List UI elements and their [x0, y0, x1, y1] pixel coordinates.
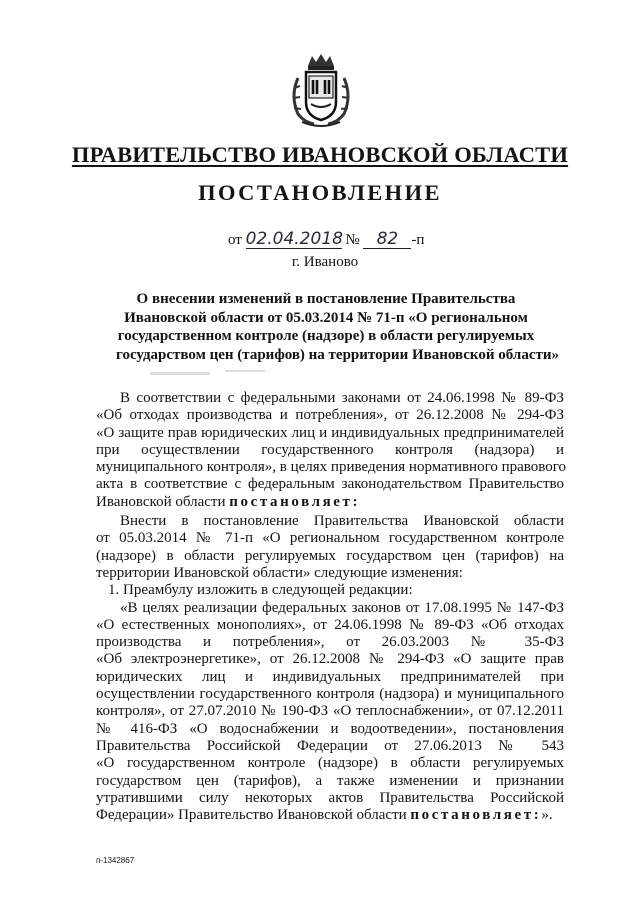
document-subject [116, 290, 559, 364]
body-line: Внести в постановление Правительства Ивановской области [120, 513, 564, 530]
quote-line: «О государственном контроле (надзоре) в области регулируемых [96, 755, 564, 772]
body-line: акта в соответствие с федеральным законодательством Правительство [96, 476, 564, 493]
coat-of-arms-emblem [288, 52, 354, 128]
quote-line-text: Федерации» Правительство Ивановской области [96, 807, 411, 824]
scan-artifact [225, 370, 265, 372]
quote-line: «О естественных монополиях», от 24.06.1998 № 89-ФЗ «Об отходах [96, 616, 564, 633]
body-line: от 05.03.2014 № 71-п «О региональном государственном контроле [96, 530, 564, 547]
number-prefix: № [345, 232, 360, 248]
body-line: В соответствии с федеральными законами от 24.06.1998 № 89-ФЗ [120, 390, 564, 406]
quote-line: контроля», от 27.07.2010 № 190-ФЗ «О теплоснабжении», от 07.12.2011 [96, 703, 564, 720]
body-line: «О защите прав юридических лиц и индивидуальных предпринимателей [96, 424, 564, 441]
subject-line: государственном контроле (надзоре) в области регулируемых [117, 328, 535, 344]
body-line: «Об отходах производства и потребления», от 26.12.2008 № 294-ФЗ [96, 407, 564, 424]
body-line: (надзоре) в области регулируемых государством цен (тарифов) на [96, 547, 564, 564]
body-line: муниципального контроля», в целях приведения нормативного правового [96, 459, 567, 476]
quote-line: № 416-ФЗ «О водоснабжении и водоотведении», постановления [96, 720, 564, 737]
subject-line: Ивановской области от 05.03.2014 № 71-п «О региональном [124, 309, 528, 326]
document-body [96, 390, 567, 824]
subject-line: О внесении изменений в постановление Правительства [136, 291, 516, 307]
date-prefix: от [228, 232, 242, 248]
body-line: территории Ивановской области» следующие изменения: [96, 564, 463, 581]
body-line-text: Ивановской области [96, 493, 230, 510]
body-line: при осуществлении государственного контроля (надзора) и [96, 441, 564, 458]
document-type-title: ПОСТАНОВЛЕНИЕ [198, 180, 442, 205]
quote-line: «В целях реализации федеральных законов от 17.08.1995 № 147-ФЗ [120, 599, 564, 616]
quote-line: Правительства Российской Федерации от 27.06.2013 № 543 [96, 737, 564, 754]
quote-line: утратившими силу некоторых актов Правительства Российской [96, 789, 564, 806]
quote-line: «Об электроэнергетике», от 26.12.2008 № 294-ФЗ «О защите прав [96, 651, 564, 668]
quote-line: государством цен (тарифов), а также изменении и признании [96, 772, 564, 789]
body-line [96, 494, 564, 511]
decree-keyword: постановляет: [410, 807, 542, 824]
quote-line: юридических лиц и индивидуальных предпринимателей при [96, 668, 564, 685]
date-number-line [228, 230, 424, 249]
organization-title: ПРАВИТЕЛЬСТВО ИВАНОВСКОЙ ОБЛАСТИ [71, 142, 569, 167]
subject-line: государством цен (тарифов) на территории Ивановской области» [116, 346, 559, 363]
document-date: 02.04.2018 [245, 229, 343, 249]
quote-line: осуществлении государственного контроля (надзора) и муниципального [96, 686, 564, 703]
quote-line [96, 807, 564, 824]
scan-artifact [150, 372, 210, 375]
number-suffix: -п [411, 232, 425, 248]
list-item: 1. Преамбулу изложить в следующей редакции: [108, 582, 413, 599]
quote-end: ». [541, 807, 553, 824]
city-name: г. Иваново [291, 254, 359, 270]
document-number: 82 [363, 230, 411, 249]
decree-keyword: постановляет: [229, 493, 361, 510]
document-code: п-1342867 [96, 856, 135, 865]
quote-line: производства и потребления», от 26.03.2003 № 35-ФЗ [96, 634, 564, 651]
